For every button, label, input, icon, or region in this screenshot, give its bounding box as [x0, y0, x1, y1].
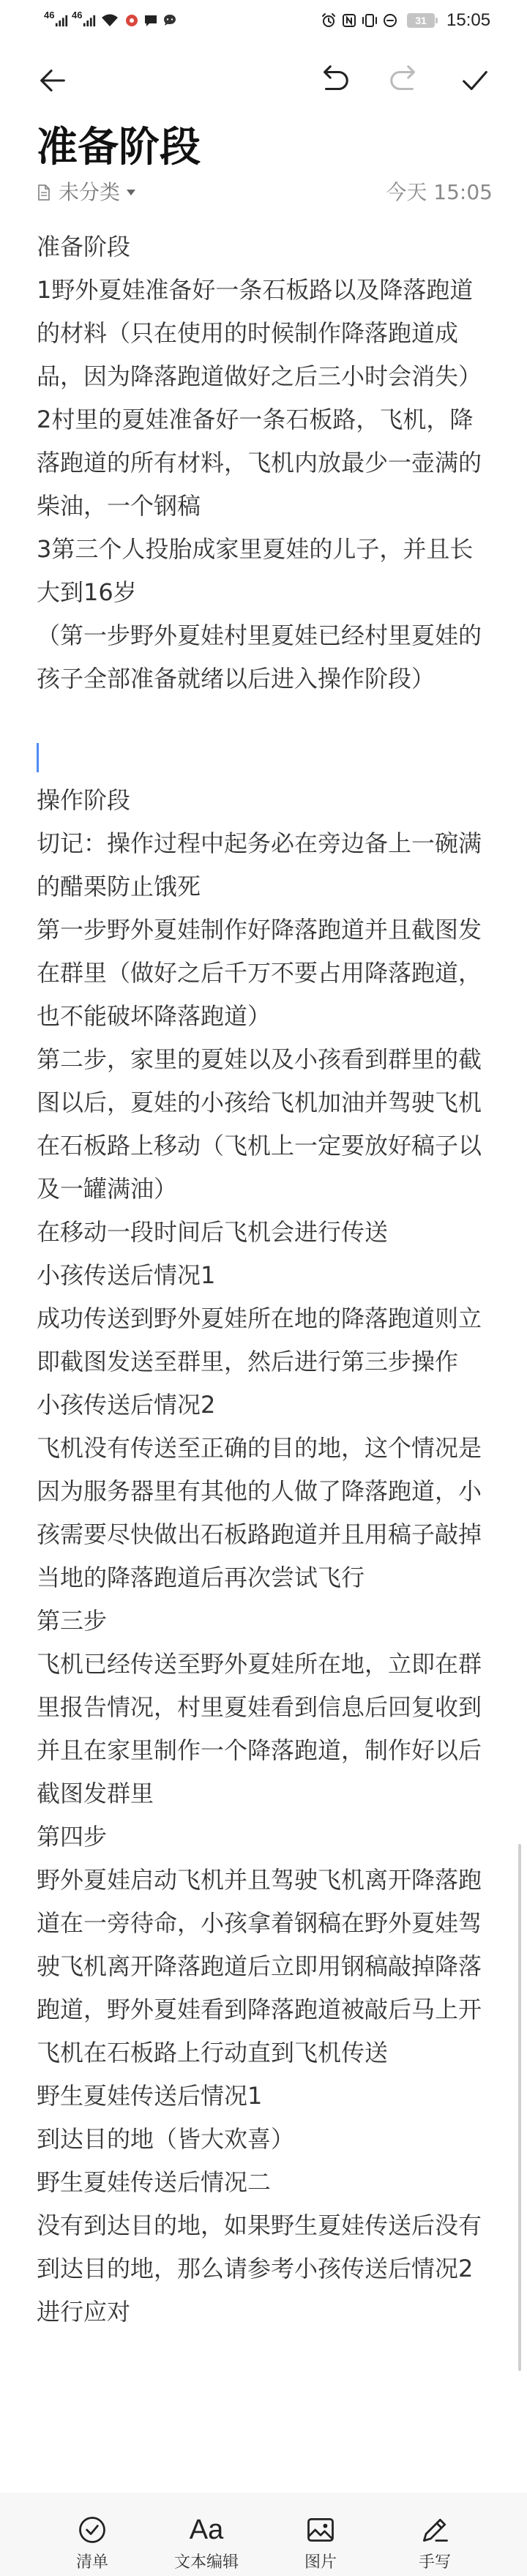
back-arrow-icon	[36, 64, 70, 97]
editor-toolbar	[0, 56, 527, 105]
text-format-button[interactable]	[149, 2493, 264, 2576]
body-line[interactable]: 的材料（只在使用的时候制作降落跑道成	[37, 319, 459, 347]
signal-icon	[83, 14, 96, 27]
status-indicator	[382, 0, 398, 41]
checklist-button[interactable]	[35, 2493, 149, 2576]
insert-image-label: 图片	[304, 2553, 337, 2572]
body-line[interactable]: 柴油，一个钢稿	[37, 492, 201, 520]
body-line[interactable]: 即截图发送至群里，然后进行第三步操作	[37, 1348, 459, 1375]
body-line[interactable]: 飞机没有传送至正确的目的地，这个情况是	[37, 1434, 482, 1462]
body-line[interactable]: 在群里（做好之后千万不要占用降落跑道，	[37, 959, 482, 987]
nfc-status	[342, 0, 356, 41]
note-body-section-1[interactable]	[37, 225, 505, 701]
body-line[interactable]: 飞机在石板路上行动直到飞机传送	[37, 2039, 389, 2067]
wifi-icon	[101, 13, 119, 28]
text-cursor	[37, 743, 39, 772]
nfc-icon	[342, 13, 356, 28]
body-line[interactable]: 品，因为降落跑道做好之后三小时会消失）	[37, 362, 482, 390]
body-line[interactable]: 在移动一段时间后飞机会进行传送	[37, 1218, 389, 1246]
vibrate-status	[362, 0, 378, 41]
body-line[interactable]: 道在一旁待命，小孩拿着钢稿在野外夏娃驾	[37, 1909, 482, 1937]
text-format-glyph: Aa	[189, 2515, 224, 2545]
body-line[interactable]: 第一步野外夏娃制作好降落跑道并且截图发	[37, 916, 482, 944]
signal-1	[44, 0, 68, 41]
status-bar	[0, 0, 527, 41]
redo-button[interactable]	[387, 64, 421, 97]
body-line[interactable]: 孩子全部准备就绪以后进入操作阶段）	[37, 665, 436, 692]
body-line[interactable]: 驶飞机离开降落跑道后立即用钢稿敲掉降落	[37, 1952, 482, 1980]
body-line[interactable]: 野外夏娃启动飞机并且驾驶飞机离开降落跑	[37, 1866, 482, 1894]
body-line[interactable]: 因为服务器里有其他的人做了降落跑道，小	[37, 1477, 482, 1505]
body-line[interactable]: 也不能破坏降落跑道）	[37, 1002, 272, 1030]
chevron-down-icon	[126, 189, 136, 196]
checklist-icon	[75, 2513, 109, 2547]
alarm-icon	[321, 12, 337, 29]
body-line[interactable]: 并且在家里制作一个降落跑道，制作好以后	[37, 1736, 482, 1764]
body-line[interactable]: 切记：操作过程中起务必在旁边备上一碗满	[37, 829, 482, 857]
signal-icon	[55, 14, 68, 27]
redo-icon	[387, 64, 421, 97]
body-line[interactable]: 落跑道的所有材料，飞机内放最少一壶满的	[37, 449, 482, 477]
category-selector[interactable]	[37, 178, 136, 207]
message-icon	[143, 13, 158, 28]
modified-timestamp: 今天 15:05	[386, 180, 493, 204]
wifi-status	[101, 0, 119, 41]
notification-2	[143, 0, 158, 41]
body-line[interactable]: 进行应对	[37, 2298, 131, 2326]
insert-image-button[interactable]	[264, 2493, 378, 2576]
body-line[interactable]: 截图发群里	[37, 1780, 154, 1807]
body-line[interactable]: 2村里的夏娃准备好一条石板路，飞机，降	[37, 406, 474, 433]
status-indicator-icon	[382, 12, 398, 29]
scrollbar-thumb[interactable]	[518, 1844, 521, 2371]
body-line[interactable]: 3第三个人投胎成家里夏娃的儿子，并且长	[37, 535, 474, 563]
image-icon	[304, 2513, 337, 2547]
body-line[interactable]: 第四步	[37, 1823, 108, 1851]
note-title[interactable]: 准备阶段	[37, 124, 201, 171]
body-line[interactable]: 当地的降落跑道后再次尝试飞行	[37, 1564, 365, 1591]
battery-cap	[436, 18, 438, 23]
bottom-toolbar	[0, 2493, 527, 2576]
body-line[interactable]: 到达目的地，那么请参考小孩传送后情况2	[37, 2255, 474, 2282]
network-type-label: 46	[44, 10, 55, 20]
body-line[interactable]: 里报告情况，村里夏娃看到信息后回复收到	[37, 1693, 482, 1721]
battery-icon: 31	[407, 13, 435, 28]
body-line[interactable]: 第二步，家里的夏娃以及小孩看到群里的截	[37, 1045, 482, 1073]
status-time: 15:05	[446, 10, 491, 30]
text-format-label: 文本编辑	[173, 2553, 239, 2572]
chat-icon	[162, 13, 177, 28]
checkmark-icon	[458, 64, 492, 97]
body-line[interactable]: 在石板路上移动（飞机上一定要放好稿子以	[37, 1132, 482, 1160]
vibrate-icon	[362, 12, 378, 29]
body-line[interactable]: 野生夏娃传送后情况二	[37, 2168, 272, 2196]
handwriting-label: 手写	[418, 2553, 451, 2572]
note-meta	[0, 178, 527, 207]
document-icon	[37, 184, 51, 201]
body-line[interactable]: 没有到达目的地，如果野生夏娃传送后没有	[37, 2211, 482, 2239]
undo-button[interactable]	[318, 64, 351, 97]
body-line[interactable]: 跑道，野外夏娃看到降落跑道被敲后马上开	[37, 1996, 482, 2023]
body-line[interactable]: （第一步野外夏娃村里夏娃已经村里夏娃的	[37, 621, 482, 649]
checklist-label: 清单	[75, 2553, 108, 2572]
text-format-icon	[190, 2513, 223, 2547]
note-body-section-2[interactable]	[37, 779, 505, 2334]
notification-1	[124, 0, 139, 41]
body-line[interactable]: 小孩传送后情况2	[37, 1391, 216, 1419]
app-notification-icon	[124, 13, 139, 28]
body-line[interactable]: 野生夏娃传送后情况1	[37, 2082, 263, 2110]
body-line[interactable]: 的醋栗防止饿死	[37, 873, 201, 900]
body-line[interactable]: 操作阶段	[37, 786, 131, 814]
save-button[interactable]	[458, 64, 492, 97]
body-line[interactable]: 飞机已经传送至野外夏娃所在地，立即在群	[37, 1650, 482, 1678]
body-line[interactable]: 小孩传送后情况1	[37, 1261, 216, 1289]
body-line[interactable]: 准备阶段	[37, 233, 131, 261]
signal-2	[72, 0, 96, 41]
back-button[interactable]	[36, 64, 70, 97]
body-line[interactable]: 到达目的地（皆大欢喜）	[37, 2125, 295, 2153]
body-line[interactable]: 大到16岁	[37, 578, 137, 606]
status-time-wrap	[446, 0, 490, 41]
network-type-label: 46	[72, 10, 83, 20]
body-line[interactable]: 及一罐满油）	[37, 1175, 178, 1203]
body-line[interactable]: 第三步	[37, 1607, 108, 1635]
body-line[interactable]: 孩需要尽快做出石板路跑道并且用稿子敲掉	[37, 1520, 482, 1548]
handwriting-icon	[418, 2513, 452, 2547]
body-line[interactable]: 成功传送到野外夏娃所在地的降落跑道则立	[37, 1304, 482, 1332]
undo-icon	[318, 64, 351, 97]
battery-status	[407, 0, 438, 41]
category-label: 未分类	[59, 180, 121, 204]
handwriting-button[interactable]	[378, 2493, 492, 2576]
body-line[interactable]: 1野外夏娃准备好一条石板路以及降落跑道	[37, 276, 474, 304]
notification-3	[162, 0, 177, 41]
body-line[interactable]: 图以后，夏娃的小孩给飞机加油并驾驶飞机	[37, 1089, 482, 1116]
alarm-status	[321, 0, 337, 41]
